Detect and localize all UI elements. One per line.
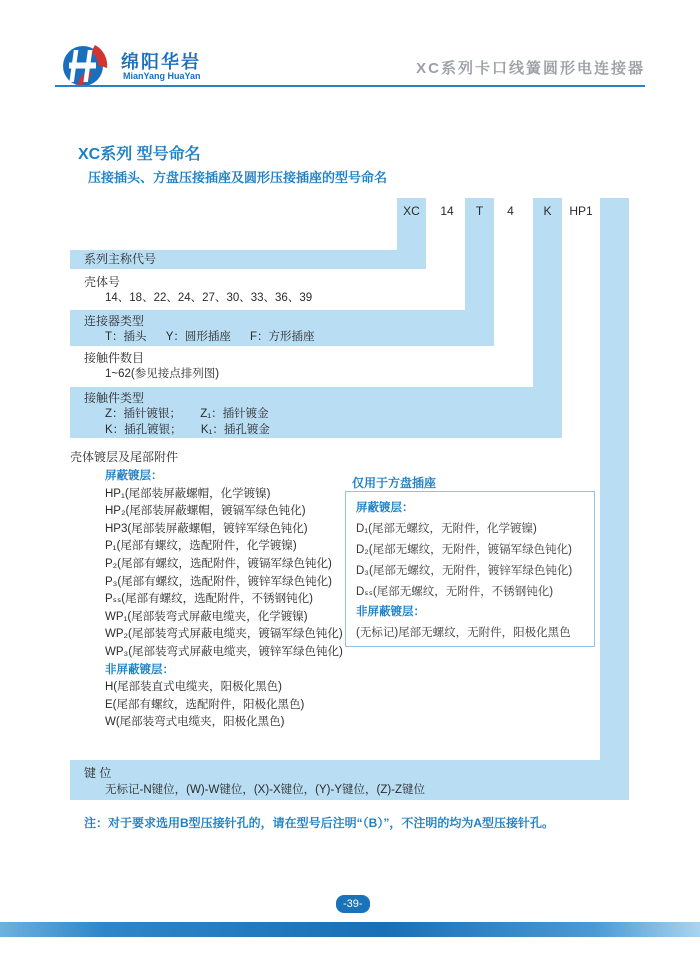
code-segment-shell: 14 (440, 204, 454, 218)
row-series (70, 250, 426, 269)
plating-item: Dₛₛ(尾部无螺纹，无附件，不锈钢钝化) (356, 585, 554, 598)
plating-item: HP3(尾部装屏蔽螺帽，镀锌军绿色钝化) (105, 522, 308, 535)
page-subtitle: 压接插头、方盘压接插座及圆形压接插座的型号命名 (88, 170, 388, 185)
plating-item: (无标记)尾部无螺纹，无附件，阳极化黑色 (356, 627, 571, 640)
note-text: 注：对于要求选用B型压接针孔的，请在型号后注明“（B）”，不注明的均为A型压接针孔。 (84, 816, 555, 830)
row-connector-type-label: 连接器类型 (84, 314, 145, 328)
row-contact-count-label: 接触件数目 (84, 351, 145, 365)
connector-column-key (600, 198, 629, 800)
code-segment-count: 4 (507, 204, 514, 218)
plating-item: WP₁(尾部装弯式屏蔽电缆夹，化学镀镍) (105, 610, 308, 623)
code-segment-series: XC (403, 204, 420, 218)
plating-item: W(尾部装弯式电缆夹，阳极化黑色) (105, 716, 285, 729)
plating-item: HP₂(尾部装屏蔽螺帽，镀镉军绿色钝化) (105, 505, 306, 518)
plating-item: P₁(尾部有螺纹，选配附件，化学镀镍) (105, 540, 297, 553)
plating-nonshield-label: 非屏蔽镀层： (105, 663, 174, 676)
page-title: XC系列 型号命名 (78, 146, 201, 163)
plating-shield-list (105, 468, 355, 732)
plating-item: WP₂(尾部装弯式屏蔽电缆夹，镀镉军绿色钝化) (105, 628, 343, 641)
row-contact-type-label: 接触件类型 (84, 391, 145, 405)
code-segment-type: T (475, 204, 484, 218)
row-shell-label: 壳体号 (84, 275, 121, 289)
plating-item: Pₛₛ(尾部有螺纹，选配附件，不锈钢钝化) (105, 593, 313, 606)
plating-item: E(尾部有螺纹，选配附件，阳极化黑色) (105, 698, 305, 711)
plating-item: WP₃(尾部装弯式屏蔽电缆夹，镀锌军绿色钝化) (105, 645, 343, 658)
row-keying-values: 无标记-N键位，(W)-W键位，(X)-X键位，(Y)-Y键位，(Z)-Z键位 (105, 784, 426, 796)
plating-item: P₂(尾部有螺纹，选配附件，镀镉军绿色钝化) (105, 557, 332, 570)
footer-bar (0, 922, 700, 937)
row-keying-label: 键 位 (84, 766, 112, 780)
square-box-title: 仅用于方盘插座 (352, 476, 437, 490)
row-contact-type-line1: Z：插针镀银； Z₁：插针镀金 (105, 408, 269, 420)
row-shell-values: 14、18、22、24、27、30、33、36、39 (105, 292, 313, 304)
code-segment-plating: HP1 (569, 204, 593, 218)
logo-company-name: 绵阳华岩 (121, 52, 201, 72)
company-logo-icon (62, 42, 114, 90)
row-contact-count-values: 1~62(参见接点排列图) (105, 368, 220, 380)
row-connector-type-values: T：插头 Y：圆形插座 F：方形插座 (105, 331, 315, 343)
row-contact-type-line2: K：插孔镀银； K₁：插孔镀金 (105, 424, 270, 436)
plating-item: P₃(尾部有螺纹，选配附件，镀锌军绿色钝化) (105, 575, 333, 588)
plating-section-title: 壳体镀层及尾部附件 (70, 450, 179, 464)
plating-item: D₂(尾部无螺纹，无附件，镀镉军绿色钝化) (356, 543, 572, 556)
header-divider (55, 85, 645, 87)
row-contact-count (70, 350, 590, 382)
plating-item: H(尾部装直式电缆夹，阳极化黑色) (105, 681, 282, 694)
row-series-label: 系列主称代号 (84, 252, 157, 266)
square-box-nonshield-label: 非屏蔽镀层： (356, 606, 425, 619)
row-contact-type (70, 387, 562, 438)
code-segment-contact: K (543, 204, 552, 218)
plating-shield-label: 屏蔽镀层： (105, 470, 163, 482)
plating-item: D₁(尾部无螺纹，无附件，化学镀镍) (356, 522, 537, 535)
document-series-title: XC系列卡口线簧圆形电连接器 (416, 60, 645, 77)
square-box (345, 491, 595, 647)
plating-item: HP₁(尾部装屏蔽螺帽，化学镀镍) (105, 487, 271, 500)
row-shell (70, 274, 590, 306)
plating-item: D₃(尾部无螺纹，无附件，镀锌军绿色钝化) (356, 564, 573, 577)
logo-company-name-en: MianYang HuaYan (123, 71, 201, 81)
row-keying (70, 760, 628, 800)
row-connector-type (70, 310, 494, 346)
page-number-badge: -39- (336, 895, 370, 913)
square-box-shield-label: 屏蔽镀层： (356, 502, 414, 514)
